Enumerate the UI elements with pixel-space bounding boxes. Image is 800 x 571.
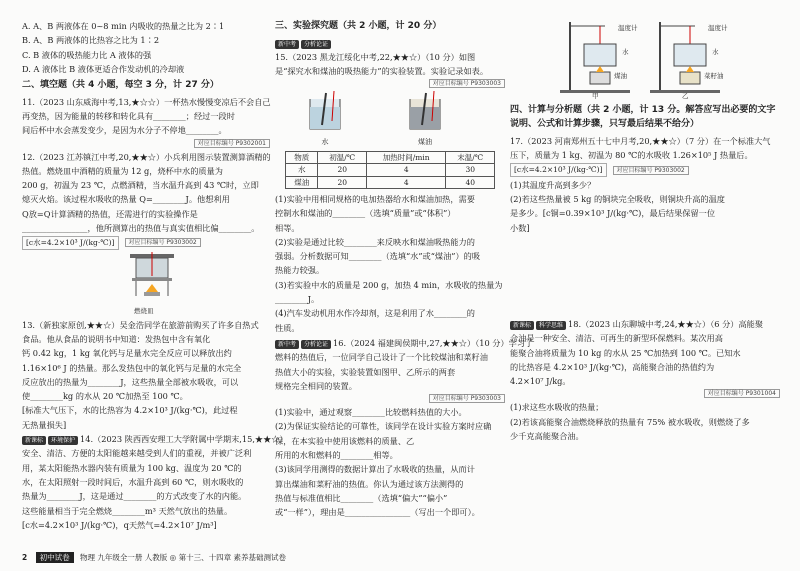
q18-sub-line: (2)若该高能聚合油燃烧释放的热量有 75% 被水吸收，则燃烧了多 [510,416,750,427]
figure-oil [404,91,446,147]
q17-line: 17.（2023 河南郑州五十七中月考,20,★★☆）（7 分）在一个标准大气 [510,135,771,146]
q15-sub-line: (2)实验是通过比较________来反映水和煤油吸热能力的 [275,236,475,247]
q12-line: 熄灭火焰。该过程水吸收的热量 Q=________J。他想利用 [22,194,230,205]
q11-line: 11.（2023 山东威海中考,13,★☆☆）一杯热水慢慢变凉后不会自己 [22,96,271,107]
table-header: 末温/℃ [446,152,495,164]
table-row [286,176,495,188]
q13-line: 食品。他从食品的说明书中知道：发热包中含有氧化 [22,333,211,344]
data-table [285,151,495,189]
q15-line: 15.（2023 黑龙江绥化中考,22,★★☆）（10 分）如图 [275,51,476,62]
tag-badge: 新课标 [510,321,534,330]
table-cell: 4 [366,176,445,188]
q12-line: Q放=Q计算酒精的热值，还需进行的实验操作是 [22,208,198,219]
q15-line: 是“探究水和煤油的吸热能力”的实验装置。实验记录如表。 [275,66,489,77]
q16-sub-line: 保，在本实验中使用该燃料的质量、乙 [275,435,415,446]
question-12 [22,151,270,317]
table-cell: 水 [286,164,318,176]
figure-label: 水 [712,48,719,56]
section-title-fill-blank: 二、填空题（共 4 小题，每空 3 分，计 27 分） [22,80,219,91]
footer-text: 物理 九年级全一册 人教版 ◎ 第十三、十四章 素养基础测试卷 [80,553,286,562]
formula-box: [c水=4.2×10³ J/(kg·℃)] [510,163,607,176]
q16-line: 燃料的热值后，一位同学自己设计了一个比较煤油和菜籽油 [275,352,488,363]
q16-sub-line: (3)该同学用测得的数据计算出了水吸收的热量，从而计 [275,464,475,475]
q13-line: 钙 0.42 kg，1 kg 氧化钙与足量水完全反应可以释放出约 [22,348,232,359]
q15-sub-line: (4)汽车发动机用水作冷却剂，这是利用了水________的 [275,308,475,319]
option-b: B. A、B 两液体的比热容之比为 1∶2 [22,35,160,46]
column-right [510,20,780,444]
q14-line: 安全、清洁、方便的太阳能越来越受到人们的重视，并被广泛利 [22,448,252,459]
q13-line: 13.（新独家原创,★★☆）吴金浩同学在旅游前购买了许多自热式 [22,319,259,330]
question-16 [275,337,534,519]
q16-line: 规格完全相同的装置。 [275,380,357,391]
q15-sub-line: 性质。 [275,322,300,333]
q17-sub-line: (2)若这些热量被 5 kg 的铜块完全吸收，则铜块升高的温度 [510,194,725,205]
q16-sub-line: (1)实验中，通过观察________比较燃料热值的大小。 [275,407,467,418]
q17-sub-line: 是多少。[c铜=0.39×10³ J/(kg·℃)，最后结果保留一位 [510,208,716,219]
q12-line: 12.（2023 江苏镇江中考,20,★★☆）小兵利用图示装置测算酒精的 [22,151,271,162]
target-code [275,79,505,88]
table-header: 加热时间/min [366,152,445,164]
table-cell: 20 [318,164,367,176]
question-11 [22,96,270,148]
formula-box: [c水=4.2×10³ J/(kg·℃)] [22,236,119,249]
question-15 [275,37,505,334]
target-code-text: 对应目标编号 P9303003 [429,79,505,88]
answer-space [510,236,780,318]
q18-line: 合油是一种安全、清洁、可再生的新型环保燃料。某次用高 [510,333,723,344]
q14-line: 这些能量相当于完全燃烧________m³ 天然气放出的热量。 [22,505,233,516]
figure-label: 燃烧皿 [134,306,154,315]
page-footer [22,552,502,563]
target-code [510,389,780,398]
tag-badge: 新中考 [275,340,299,349]
q16-sub-line: 算出煤油和菜籽油的热值。你认为通过该方法测得的 [275,478,464,489]
option-c: C. B 液体的吸热能力比 A 液体的强 [22,49,152,60]
q11-line: 再变热，因为能量的转移和转化具有________；经过一段时 [22,110,235,121]
target-code-text: 对应目标编号 P9303003 [429,394,505,403]
section-title-experiment: 三、实验探究题（共 2 小题，计 20 分） [275,21,442,31]
target-code [275,394,505,403]
figure-label: 温度计 [618,24,638,32]
q15-sub-line: 强弱。分析数据可知________（选填“水”或“煤油”）的吸 [275,251,481,262]
table-header-row [286,152,495,164]
q16-sub-line: 所用的水和燃料的________相等。 [275,449,398,460]
q17-sub-line: 小数] [510,222,530,233]
q15-sub-line: (3)若实验中水的质量是 200 g，加热 4 min，水吸收的热量为 [275,279,503,290]
q13-line: [标准大气压下，水的比热容为 4.2×10³ J/(kg·℃)，此过程 [22,405,238,416]
tag-badge: 新中考 [275,40,299,49]
figure-label: 煤油 [418,137,432,146]
table-header: 物质 [286,152,318,164]
section-title-calculation: 四、计算与分析题（共 2 小题，计 13 分。解答应写出必要的文字说明、公式和计算步骤，只写最后结果不给分） [510,105,776,129]
q16-sub-line: 热值与标准值相比________（选填“偏大”“偏小” [275,492,448,503]
q18-line: 能聚合油将质量为 10 kg 的水从 25 ℃加热到 100 ℃。已知水 [510,347,741,358]
figure-label: 乙 [682,92,689,100]
burner-apparatus-icon [122,252,182,304]
tag-badge: 分析论证 [301,40,331,49]
q18-line: 4.2×10⁷ J/kg。 [510,376,571,387]
q15-sub-line: 控制水和煤油的________（选填“质量”或“体积”） [275,208,456,219]
q13-line: 反应放出的热量为________J，这些热量全部被水吸收，可以 [22,376,239,387]
q15-sub-line: 相等。 [275,222,300,233]
table-cell: 4 [366,164,445,176]
q14-line: 用，某太阳能热水器内装有质量为 100 kg、温度为 20 ℃的 [22,462,242,473]
target-code [22,139,270,148]
beaker-figures [275,91,475,147]
q15-sub-line: ________J。 [275,294,320,305]
fuel-heating-figure [550,20,780,100]
table-cell: 40 [446,176,495,188]
figure-label: 煤油 [614,72,627,80]
question-13 [22,319,270,431]
q16-sub-line: (2)为保证实验结论的可靠性，该同学在设计实验方案时应确 [275,421,492,432]
target-code-text: 对应目标编号 P9303002 [613,166,689,175]
figure-water [304,91,346,147]
q18-line: 的比热容是 4.2×10³ J/(kg·℃)，高能聚合油的热值约为 [510,361,715,372]
q14-line: 水，在太阳照射一段时间后，水温升高到 60 ℃，则水吸收的 [22,476,244,487]
figure-label: 甲 [592,92,599,100]
q13-line: 无热量损失] [22,419,67,430]
q11-line: 间后杯中水会蒸发变少，是因为水分子不停地________。 [22,125,227,136]
q13-line: 使________kg 的水从 20 ℃加热至 100 ℃。 [22,391,188,402]
tag-badge: 科学思维 [536,321,566,330]
q18-sub-line: 少千克高能聚合油。 [510,430,584,441]
q16-sub-line: 或“一样”），理由是________________（写出一个即可）。 [275,507,480,518]
target-code [125,238,201,247]
figure-label: 水 [321,137,329,146]
beaker-heater-icon [304,91,346,133]
tag-badge: 环境保护 [48,436,78,445]
figure-label: 温度计 [708,24,728,32]
q14-line: 14.（2023 陕西西安理工大学附属中学期末,15,★★☆） [80,434,288,445]
table-cell: 30 [446,164,495,176]
table-row [286,164,495,176]
question-17 [510,135,780,234]
q15-sub-line: 热能力较强。 [275,265,325,276]
figure-label: 水 [622,48,629,56]
table-cell: 20 [318,176,367,188]
q18-sub-line: (1)求这些水吸收的热量； [510,402,604,413]
tag-badge: 新课标 [22,436,46,445]
footer-badge: 初中试卷 [36,552,74,563]
question-14 [22,433,288,531]
option-d: D. A 液体比 B 液体更适合作发动机的冷却液 [22,63,185,74]
q13-line: 1.16×10⁶ J 的热量。那么发热包中的氧化钙与足量的水完全 [22,362,242,373]
q17-line: 压下，质量为 1 kg、初温为 80 ℃的水吸收 1.26×10⁵ J 热量后。 [510,150,753,161]
q10-options [22,20,270,75]
target-code-text: 对应目标编号 P9303002 [125,238,201,247]
q14-line: 热量为________J，这是通过________的方式改变了水的内能。 [22,491,247,502]
q12-line: 热值。燃烧皿中酒精的质量为 12 g，烧杯中水的质量为 [22,165,223,176]
table-cell: 煤油 [286,176,318,188]
beaker-heater-icon [404,91,446,133]
tag-badge: 分析论证 [301,340,331,349]
q14-line: [c水=4.2×10³ J/(kg·℃)，q天然气=4.2×10⁷ J/m³] [22,519,217,530]
q16-line: 16.（2024 福建闽侯期中,27,★★☆）（10 分）学习了 [333,337,534,348]
question-18 [510,318,780,442]
table-header: 初温/℃ [318,152,367,164]
target-code [613,166,689,175]
option-a: A. A、B 两液体在 0~8 min 内吸收的热量之比为 2∶1 [22,21,225,31]
q17-sub-line: (1)其温度升高到多少？ [510,179,596,190]
q16-line: 热值大小的实验，实验装置如图甲、乙所示的两套 [275,366,456,377]
q12-line: 200 g，初温为 23 ℃，点燃酒精，当水温升高到 43 ℃时，立即 [22,180,259,191]
q18-line: 18.（2023 山东聊城中考,24,★★☆）（6 分）高能聚 [568,318,764,329]
page-number: 2 [22,553,28,562]
q12-line: ________________，他所测算出的热值与真实值相比偏________。 [22,223,260,234]
figure-label: 菜籽油 [704,72,724,80]
q15-sub-line: (1)实验中用相同规格的电加热器给水和煤油加热，需要 [275,193,475,204]
target-code-text: 对应目标编号 P9302001 [194,139,270,148]
burner-figure [122,252,270,317]
target-code-text: 对应目标编号 P9301004 [704,389,780,398]
